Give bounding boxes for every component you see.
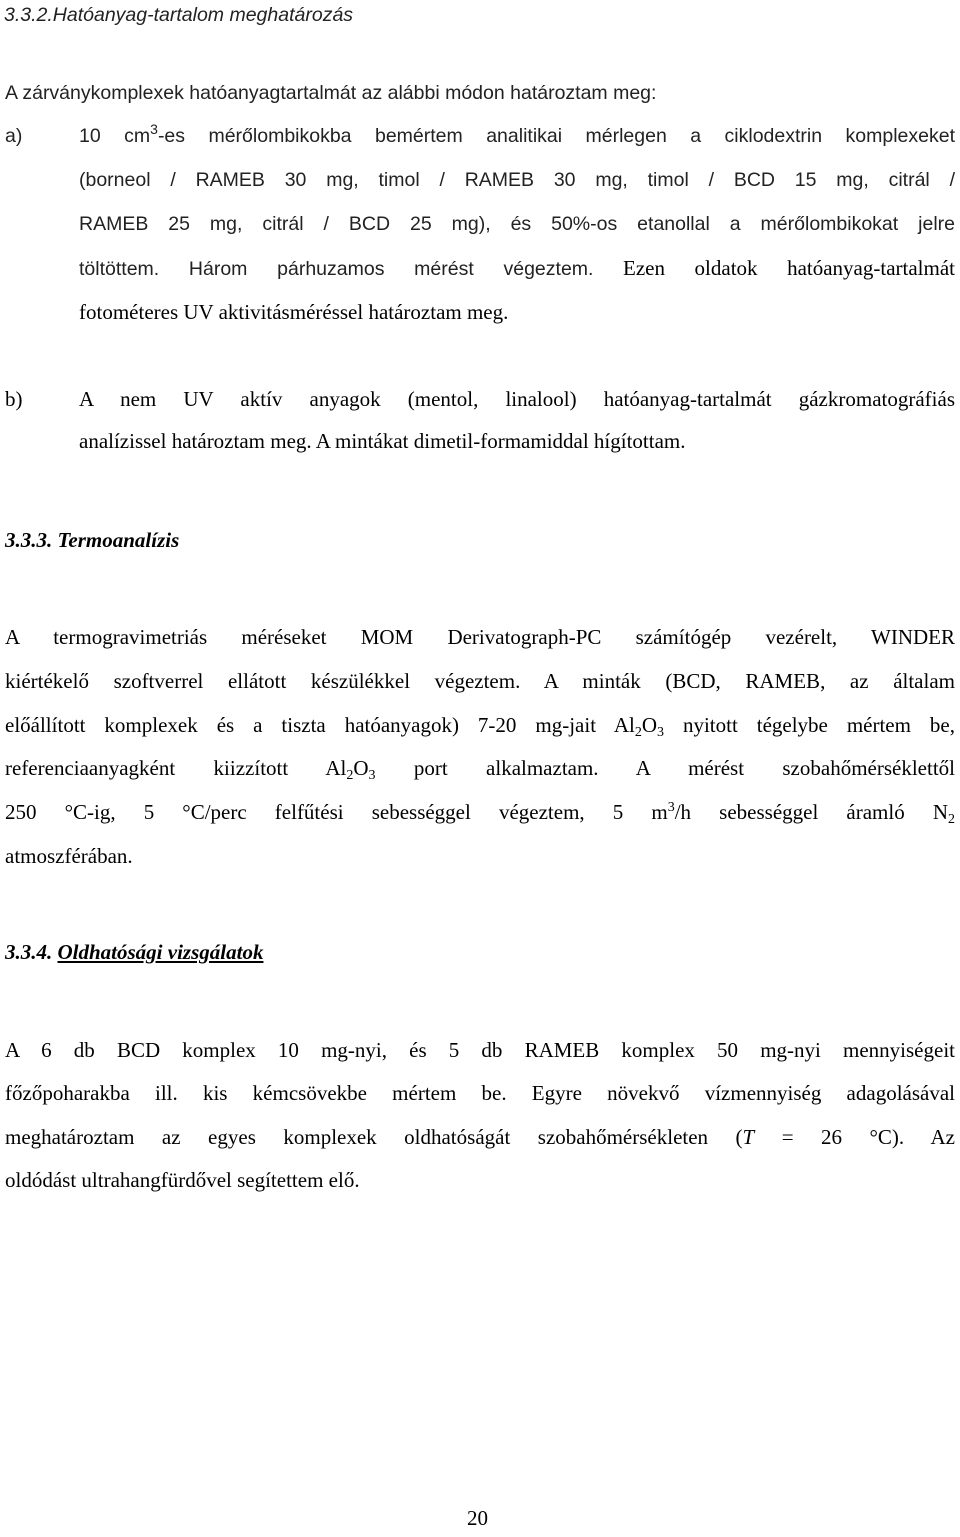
list-marker-a: a)	[5, 125, 23, 147]
s333-line-2: kiértékelő szoftverrel ellátott készülékkel végeztem. A minták (BCD, RAMEB, az általam	[5, 669, 955, 693]
s333-line-6: atmoszférában.	[5, 844, 133, 868]
page-number: 20	[467, 1506, 488, 1530]
item-a-line-2: (borneol / RAMEB 30 mg, timol / RAMEB 30 mg, timol / BCD 15 mg, citrál /	[79, 169, 955, 191]
s334-line-4: oldódást ultrahangfürdővel segítettem elő.	[5, 1168, 360, 1192]
item-a-line-5: fotométeres UV aktivitásméréssel határoztam meg.	[79, 300, 509, 324]
item-b-line-1: A nem UV aktív anyagok (mentol, linalool) hatóanyag-tartalmát gázkromatográfiás	[79, 387, 955, 411]
s334-line-2: főzőpoharakba ill. kis kémcsövekbe mértem be. Egyre növekvő vízmennyiség adagolásával	[5, 1081, 955, 1105]
s333-line-5: 250 °C-ig, 5 °C/perc felfűtési sebességgel végeztem, 5 $m^3/h$ sebességgel áramló $N_2$	[5, 800, 955, 827]
section-heading-333	[5, 527, 179, 553]
section-title: Hatóanyag-tartalom meghatározás	[52, 4, 354, 26]
section-number: 3.3.4.	[5, 940, 53, 964]
paragraph-intro: A zárványkomplexek hatóanyagtartalmát az alábbi módon határoztam meg:	[5, 82, 657, 104]
s334-line-1: A 6 db BCD komplex 10 mg-nyi, és 5 db RAMEB komplex 50 mg-nyi mennyiségeit	[5, 1038, 955, 1062]
section-number: 3.3.3.	[5, 528, 53, 552]
s333-line-3: előállított komplexek és a tiszta hatóanyagok) 7-20 mg-jait $Al_2O_3$ nyitott tégelybe mértem be,	[5, 713, 955, 740]
section-number: 3.3.2.	[4, 4, 53, 26]
s333-line-1: A termogravimetriás méréseket MOM Derivatograph-PC számítógép vezérelt, WINDER	[5, 625, 955, 649]
section-heading-332	[4, 2, 353, 28]
list-marker-b: b)	[5, 387, 23, 411]
section-title: Termoanalízis	[57, 528, 180, 552]
section-heading-334	[5, 939, 263, 965]
item-a-line-4: töltöttem. Három párhuzamos mérést végeztem. Ezen oldatok hatóanyag-tartalmát	[79, 256, 955, 280]
item-b-line-2: analízissel határoztam meg. A mintákat dimetil-formamiddal hígítottam.	[79, 429, 686, 453]
s334-line-3: meghatároztam az egyes komplexek oldhatóságát szobahőmérsékleten (T = 26 °C). Az	[5, 1125, 955, 1149]
s333-line-4: referenciaanyagként kiizzított $Al_2O_3$ port alkalmaztam. A mérést szobahőmérséklettől	[5, 756, 955, 783]
item-a-line-3: RAMEB 25 mg, citrál / BCD 25 mg), és 50%-os etanollal a mérőlombikokat jelre	[79, 213, 955, 235]
section-title: Oldhatósági vizsgálatok	[57, 940, 264, 964]
item-a-line-1: 10 $cm^3-es$ mérőlombikokba bemértem analitikai mérlegen a ciklodextrin komplexeket	[79, 121, 956, 147]
